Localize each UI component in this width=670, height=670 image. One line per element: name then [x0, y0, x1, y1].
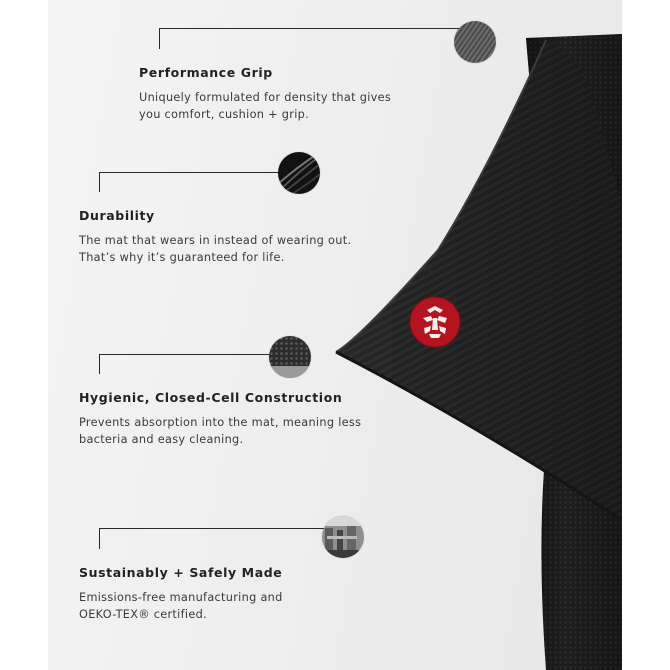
leader-line [99, 528, 360, 549]
product-feature-panel [48, 0, 622, 670]
feature-description [79, 232, 379, 266]
description-line: OEKO-TEX® certified. [79, 608, 207, 621]
manduka-logo-icon [409, 296, 461, 348]
description-line: bacteria and easy cleaning. [79, 433, 244, 446]
description-line: Uniquely formulated for density that gives [139, 91, 392, 104]
description-line: The mat that wears in instead of wearing out. [79, 234, 352, 247]
feature-title: Hygienic, Closed-Cell Construction [79, 390, 343, 405]
feature-description [79, 414, 379, 448]
feature-description [79, 589, 379, 623]
leader-line [99, 172, 298, 192]
leader-line [159, 28, 462, 49]
description-line: you comfort, cushion + grip. [139, 108, 310, 121]
feature-title: Performance Grip [139, 65, 273, 80]
description-line: That’s why it’s guaranteed for life. [79, 251, 285, 264]
closed-cell-surface-icon [269, 336, 311, 378]
description-line: Prevents absorption into the mat, meaning less [79, 416, 362, 429]
grip-texture-icon [454, 21, 496, 63]
mat-edge-layers-icon [278, 152, 320, 194]
feature-title: Durability [79, 208, 155, 223]
feature-description [139, 89, 439, 123]
description-line: Emissions-free manufacturing and [79, 591, 283, 604]
feature-title: Sustainably + Safely Made [79, 565, 283, 580]
factory-icon [322, 516, 364, 558]
